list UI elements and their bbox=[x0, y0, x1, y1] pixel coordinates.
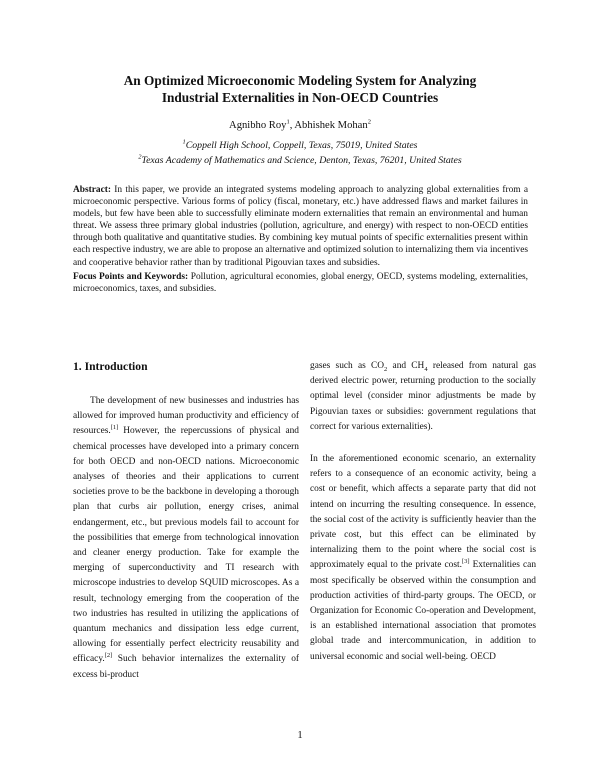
intro-p3-text-b: Externalities can most specifically be observed within the consumption and production activities of third-party groups. The OECD, or Organization for Economic Co-operation and Development, is an established international association that promotes global trade and intercommunication, in addition to universal economic and social well-being. OECD bbox=[310, 560, 537, 662]
citation-2: [2] bbox=[104, 652, 113, 660]
author-2-affil-mark: 2 bbox=[367, 118, 371, 126]
abstract bbox=[73, 184, 528, 269]
intro-p2-text-a: gases such as CO bbox=[310, 361, 385, 371]
abstract-label: Abstract: bbox=[73, 185, 112, 195]
author-separator: , bbox=[289, 120, 295, 131]
keywords-label: Focus Points and Keywords: bbox=[73, 272, 189, 282]
co2-subscript: 2 bbox=[384, 365, 388, 373]
page-number: 1 bbox=[297, 730, 303, 741]
author-2: Abhishek Mohan bbox=[294, 120, 368, 131]
author-list bbox=[60, 119, 540, 133]
paper-title bbox=[60, 72, 540, 106]
ch4-subscript: 4 bbox=[424, 365, 428, 373]
intro-p1-text-b: However, the repercussions of physical and chemical processes have developed into a primary concern for both OECD and non-OECD nations. Microeconomic analyses of theories and their applications to current societies prove to be the backbone in developing a thorough plan that curbs air pollution, energy crises, animal endangerment, etc., but previous models fail to account for the possibilities that emerge from technological innovation and cleaner energy production. Take for example the merging of superconductivity and TI research with microscope industries to develop SQUID microscopes. As a result, technology emerging from the cooperation of the two industries has resulted in utilizing the applications of quantum mechanics and dissipation less edge current, allowing for essentially perfect electricity reusability and efficacy. bbox=[73, 426, 299, 665]
title-line-1: An Optimized Microeconomic Modeling System for Analyzing bbox=[123, 73, 477, 88]
citation-1: [1] bbox=[110, 424, 119, 432]
intro-paragraph-1-continued bbox=[310, 359, 536, 435]
title-line-2: Industrial Externalities in Non-OECD Countries bbox=[161, 90, 439, 105]
affiliation-2-mark: 2 bbox=[138, 153, 142, 161]
intro-paragraph-1 bbox=[73, 394, 299, 683]
affiliations bbox=[60, 138, 540, 168]
affiliation-2 bbox=[60, 153, 540, 168]
keywords-text: Pollution, agricultural economies, global energy, OECD, systems modeling, externalities, microeconomics, taxes, and subsidies. bbox=[73, 272, 529, 295]
affiliation-2-text: Texas Academy of Mathematics and Science, Denton, Texas, 76201, United States bbox=[141, 155, 462, 166]
author-1: Agnibho Roy bbox=[229, 120, 287, 131]
keywords bbox=[73, 271, 528, 295]
left-column bbox=[73, 358, 299, 683]
affiliation-1-mark: 1 bbox=[182, 138, 186, 146]
affiliation-1-text: Coppell High School, Coppell, Texas, 75019, United States bbox=[185, 140, 418, 151]
intro-p1-text-a: The development of new businesses and industries has allowed for improved human productivity and efficiency of resources. bbox=[73, 396, 299, 437]
right-column bbox=[310, 359, 536, 665]
paragraph-gap bbox=[310, 435, 536, 452]
intro-p2-text-c: released from natural gas derived electric power, returning production to the socially optimal level (consider minor adjustments be made by Pigouvian taxes or subsidies: government regulations that correct for various externalities). bbox=[310, 361, 537, 432]
abstract-text: In this paper, we provide an integrated systems modeling approach to analyzing global externalities from a microeconomic perspective. Various forms of policy (fiscal, monetary, etc.) have addressed flaws and market failures in models, but few have been able to successfully eliminate modern externalities that remain an environmental and human threat. We assess three primary global industries (pollution, agriculture, and energy) with respect to non-OECD entities through both qualitative and quantitative studies. By combining key mutual points of specific externalities present within each respective industry, we are able to propose an alternative and optimized solution to internalizing them via incentives and cooperative behavior rather than by traditional Pigouvian taxes and subsidies. bbox=[73, 185, 528, 268]
intro-paragraph-2 bbox=[310, 452, 536, 665]
section-heading: 1. Introduction bbox=[73, 360, 148, 373]
author-1-affil-mark: 1 bbox=[286, 118, 290, 126]
intro-p3-text-a: In the aforementioned economic scenario, an externality refers to a consequence of an economic activity, being a cost or benefit, which affects a separate party that did not intend on incurring the resulting consequence. In essence, the social cost of the activity is sufficiently heavier than the private cost, but this effect can be eliminated by internalizing them to the point where the social cost is approximately equal to the private cost. bbox=[310, 454, 536, 571]
intro-p2-text-b: and CH bbox=[387, 361, 425, 371]
affiliation-1 bbox=[60, 138, 540, 153]
intro-p1-text-c: Such behavior internalizes the externality of excess bi-product bbox=[73, 654, 300, 680]
citation-3: [3] bbox=[461, 558, 470, 566]
